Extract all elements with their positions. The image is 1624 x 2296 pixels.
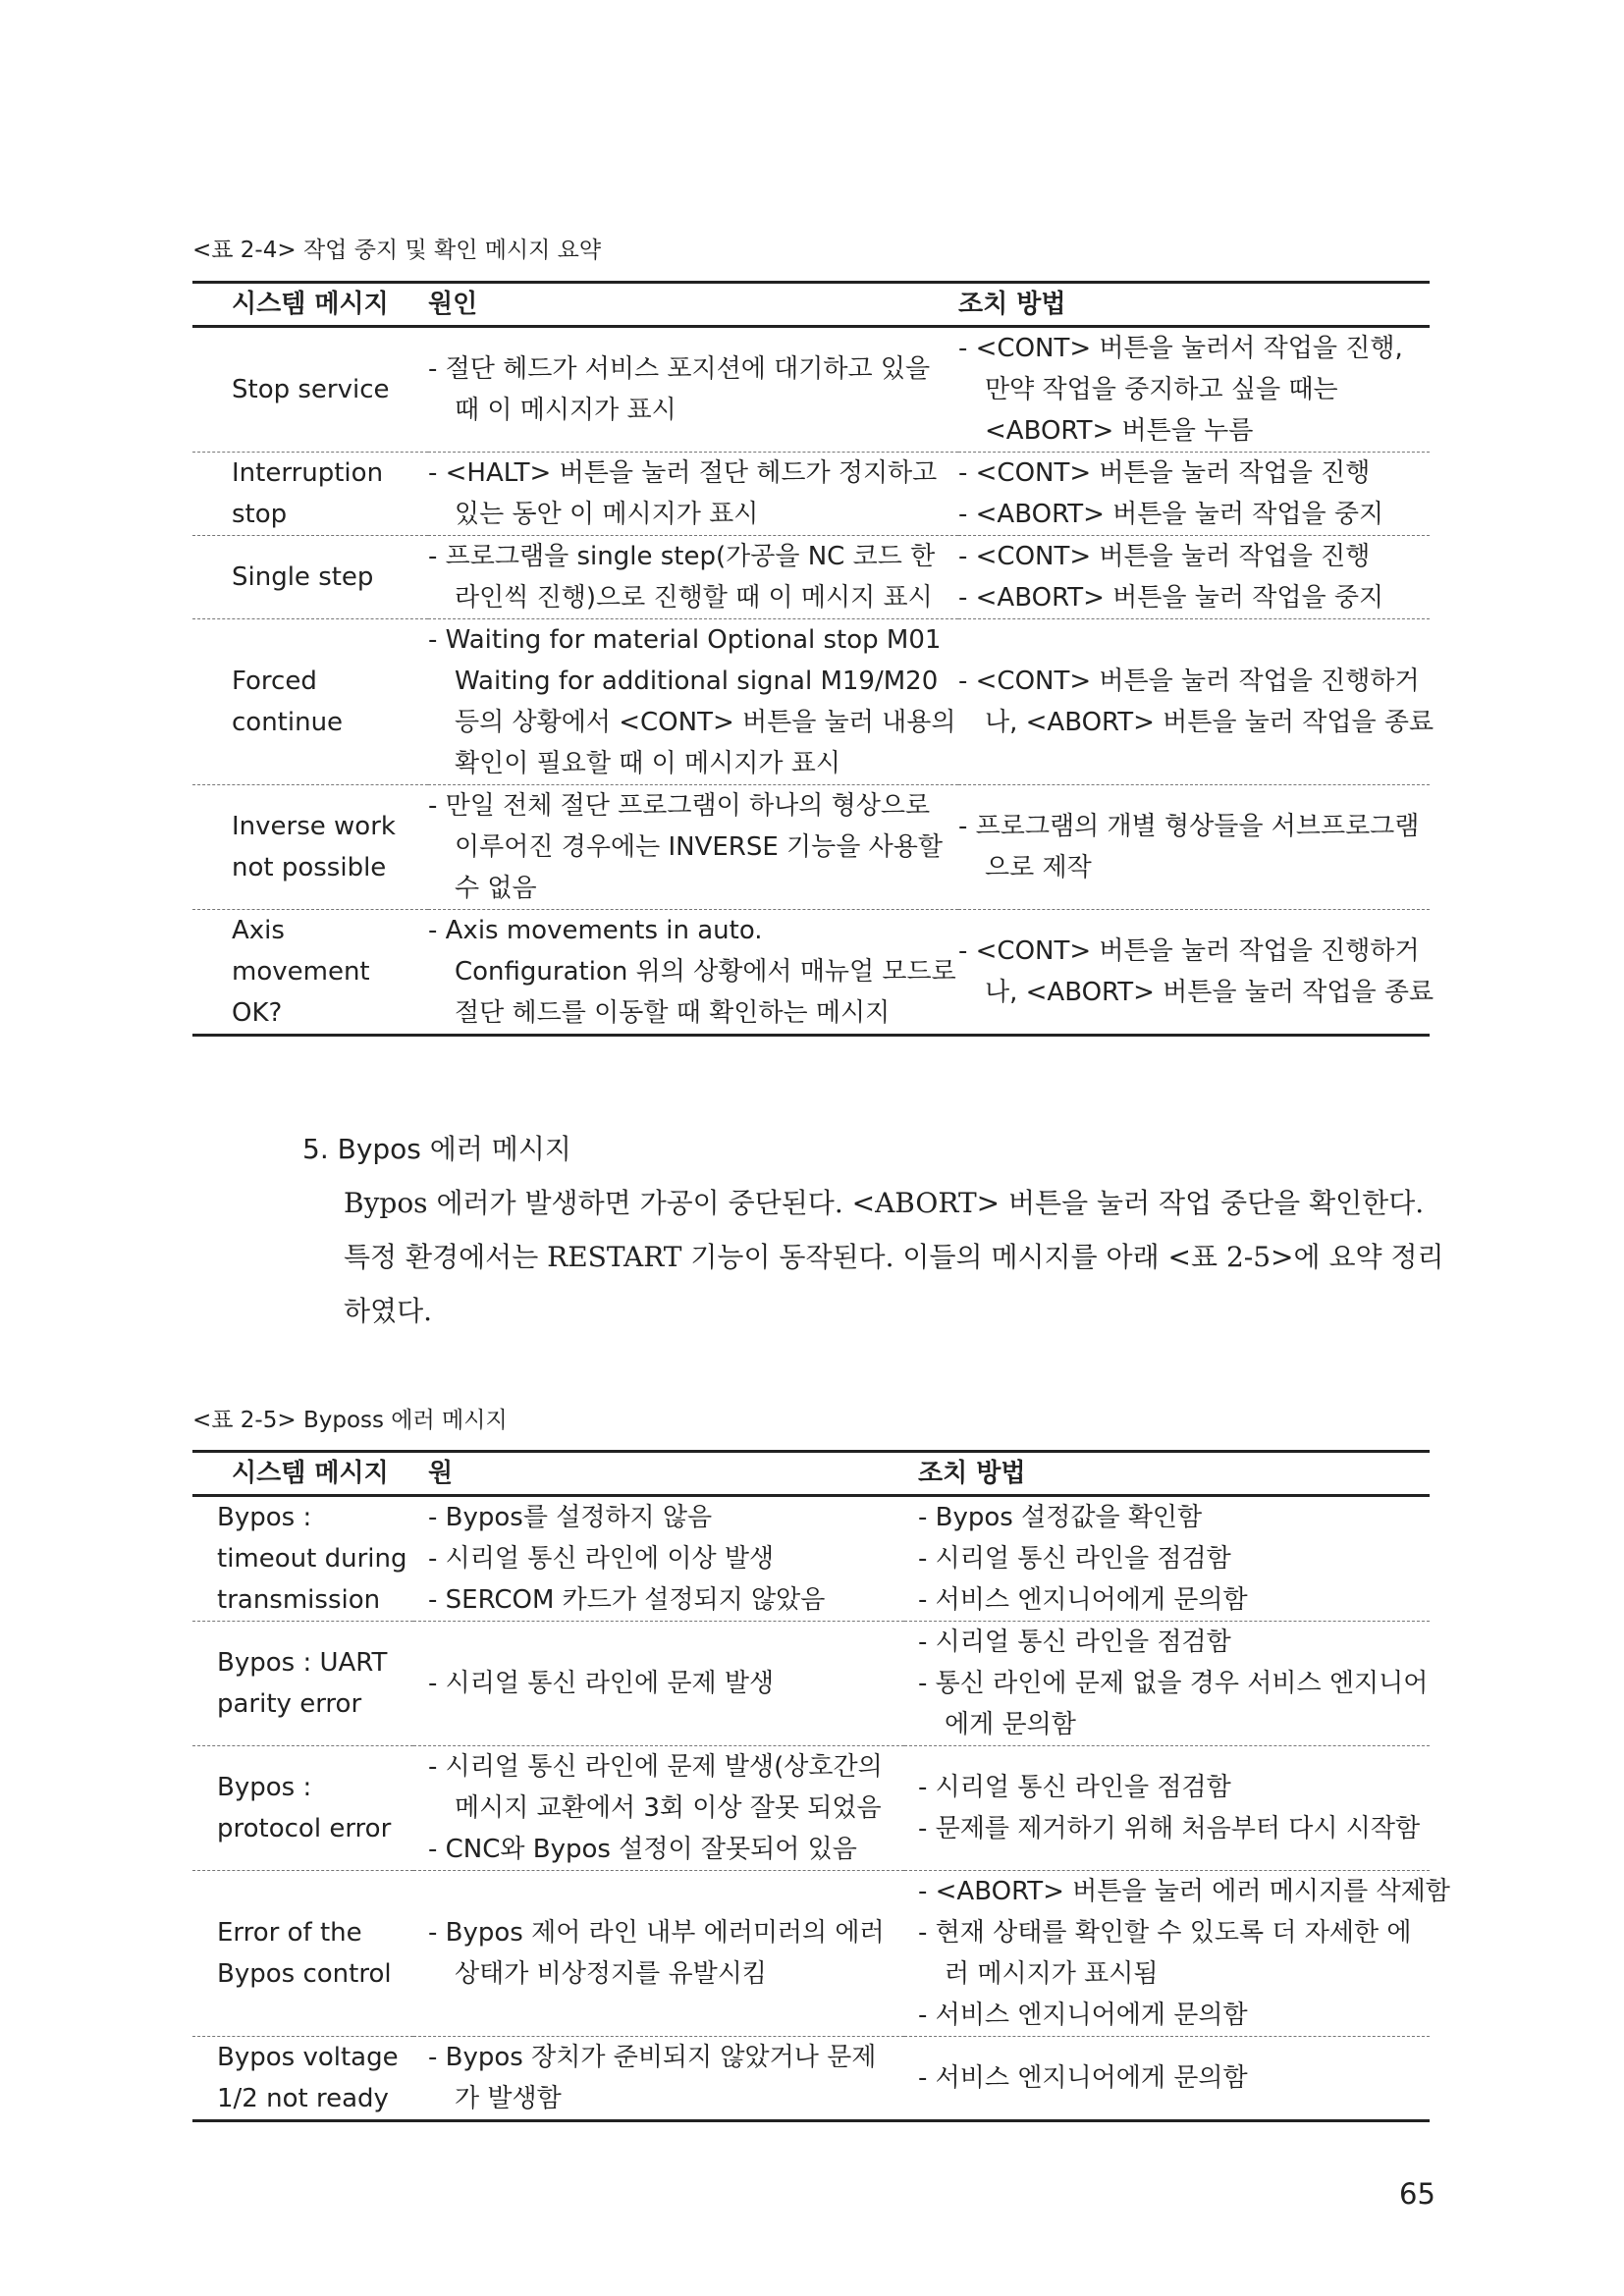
cell-line: - 문제를 제거하기 위해 처음부터 다시 시작함 <box>918 1814 1421 1843</box>
cell-line: 으로 제작 <box>985 853 1092 882</box>
action-cell <box>958 453 1430 536</box>
cell-line: - CNC와 Bypos 설정이 잘못되어 있음 <box>428 1835 857 1864</box>
cell-line: Bypos : <box>217 1503 312 1532</box>
message-cell <box>192 1622 413 1746</box>
message-cell <box>192 785 428 910</box>
message-cell <box>192 536 428 619</box>
cell-line: Axis <box>232 916 285 945</box>
table-row <box>192 1622 1430 1746</box>
cell-line: - 만일 전체 절단 프로그램이 하나의 형상으로 <box>428 791 931 821</box>
cell-line: 나, <ABORT> 버튼을 눌러 작업을 종료 <box>985 978 1435 1007</box>
cell-line: - SERCOM 카드가 설정되지 않았음 <box>428 1585 826 1615</box>
cell-line: transmission <box>217 1585 381 1615</box>
cell-line: stop <box>232 500 288 529</box>
table-row <box>192 2037 1430 2121</box>
cell-line: - Axis movements in auto. <box>428 916 763 945</box>
cell-line: 확인이 필요할 때 이 메시지가 표시 <box>455 749 840 778</box>
cell-line: <ABORT> 버튼을 누름 <box>985 416 1254 446</box>
action-cell <box>904 1496 1430 1622</box>
cell-line: not possible <box>232 853 387 882</box>
header-action: 조치 방법 <box>918 1459 1026 1488</box>
cell-line: Error of the <box>217 1918 362 1948</box>
cell-line: 등의 상황에서 <CONT> 버튼을 눌러 내용의 <box>455 708 956 737</box>
cause-cell <box>428 453 958 536</box>
paragraph-line: 하였다. <box>344 1295 433 1327</box>
page-number: 65 <box>1399 2177 1435 2211</box>
cause-cell <box>413 1871 904 2037</box>
message-cell <box>192 1871 413 2037</box>
action-cell <box>904 1871 1450 2037</box>
cell-line: - 현재 상태를 확인할 수 있도록 더 자세한 에 <box>918 1918 1412 1948</box>
action-cell <box>904 1622 1430 1746</box>
action-cell <box>958 619 1435 785</box>
table-row <box>192 327 1430 453</box>
action-cell <box>904 2037 1430 2121</box>
table-row <box>192 1871 1430 2037</box>
table-header-row <box>192 1452 1430 1496</box>
table-row <box>192 453 1430 536</box>
message-cell <box>192 910 428 1036</box>
cell-line: 이루어진 경우에는 INVERSE 기능을 사용할 <box>455 832 944 862</box>
cell-line: - <CONT> 버튼을 눌러서 작업을 진행, <box>958 334 1403 363</box>
cell-line: timeout during <box>217 1544 407 1574</box>
header-system-message: 시스템 메시지 <box>232 1459 389 1488</box>
message-cell <box>192 1746 413 1871</box>
cell-line: - Bypos 설정값을 확인함 <box>918 1503 1203 1532</box>
cell-line: OK? <box>232 998 283 1028</box>
cell-line: - <CONT> 버튼을 눌러 작업을 진행 <box>958 542 1371 571</box>
cell-line: - Bypos를 설정하지 않음 <box>428 1503 713 1532</box>
cell-line: - <CONT> 버튼을 눌러 작업을 진행하거 <box>958 936 1420 966</box>
table-row <box>192 536 1430 619</box>
table-row <box>192 1746 1430 1871</box>
cell-line: Bypos : <box>217 1773 312 1802</box>
cell-line: 러 메시지가 표시됨 <box>945 1959 1159 1989</box>
header-cause: 원 <box>428 1459 454 1488</box>
cell-line: - 시리얼 통신 라인을 점검함 <box>918 1544 1231 1574</box>
cell-line: 있는 동안 이 메시지가 표시 <box>455 500 759 529</box>
cell-line: - 절단 헤드가 서비스 포지션에 대기하고 있을 <box>428 354 931 384</box>
cell-line: 가 발생함 <box>455 2084 562 2113</box>
cell-line: 상태가 비상정지를 유발시킴 <box>455 1959 767 1989</box>
cell-line: - 시리얼 통신 라인에 문제 발생 <box>428 1669 775 1698</box>
cell-line: 메시지 교환에서 3회 이상 잘못 되었음 <box>455 1793 882 1823</box>
message-cell <box>192 453 428 536</box>
section-heading: 5. Bypos 에러 메시지 <box>302 1133 571 1165</box>
section-paragraph <box>344 1176 1444 1338</box>
message-cell <box>192 619 428 785</box>
message-cell <box>192 327 428 453</box>
cell-line: 에게 문의함 <box>945 1710 1076 1739</box>
message-cell <box>192 1496 413 1622</box>
cause-cell <box>413 1496 904 1622</box>
table-caption: <표 2-5> Byposs 에러 메시지 <box>192 1408 508 1433</box>
cell-line: - Waiting for material Optional stop M01 <box>428 625 942 655</box>
cause-cell <box>428 327 958 453</box>
cell-line: - 통신 라인에 문제 없을 경우 서비스 엔지니어 <box>918 1669 1429 1698</box>
cause-cell <box>413 2037 904 2121</box>
cell-line: Stop service <box>232 375 390 404</box>
cell-line: - 시리얼 통신 라인에 문제 발생(상호간의 <box>428 1752 883 1782</box>
cell-line: parity error <box>217 1689 362 1719</box>
cell-line: 때 이 메시지가 표시 <box>455 396 677 425</box>
table-row <box>192 619 1430 785</box>
header-system-message: 시스템 메시지 <box>232 290 389 319</box>
cell-line: - <ABORT> 버튼을 눌러 작업을 중지 <box>958 500 1384 529</box>
cell-line: - <ABORT> 버튼을 눌러 에러 메시지를 삭제함 <box>918 1877 1450 1906</box>
table-caption: <표 2-4> 작업 중지 및 확인 메시지 요약 <box>192 238 602 263</box>
cell-line: - 서비스 엔지니어에게 문의함 <box>918 2063 1248 2093</box>
cell-line: - Bypos 장치가 준비되지 않았거나 문제 <box>428 2043 877 2072</box>
action-cell <box>958 536 1430 619</box>
cause-cell <box>428 536 958 619</box>
paragraph-line: 특정 환경에서는 RESTART 기능이 동작된다. 이들의 메시지를 아래 <표 2-5>에 요약 정리 <box>344 1241 1444 1273</box>
cell-line: Waiting for additional signal M19/M20 <box>455 667 939 696</box>
action-cell <box>958 327 1430 453</box>
cell-line: 수 없음 <box>455 874 537 903</box>
header-action: 조치 방법 <box>958 290 1066 319</box>
cell-line: 나, <ABORT> 버튼을 눌러 작업을 종료 <box>985 708 1435 737</box>
paragraph-line: Bypos 에러가 발생하면 가공이 중단된다. <ABORT> 버튼을 눌러 작업 중단을 확인한다. <box>344 1187 1425 1219</box>
table-row <box>192 910 1430 1036</box>
table-header-row <box>192 283 1430 327</box>
cell-line: - 시리얼 통신 라인에 이상 발생 <box>428 1544 775 1574</box>
action-cell <box>904 1746 1430 1871</box>
cell-line: Bypos : UART <box>217 1648 388 1678</box>
cell-line: movement <box>232 957 370 987</box>
cell-line: protocol error <box>217 1814 392 1843</box>
cause-cell <box>413 1746 904 1871</box>
cell-line: 만약 작업을 중지하고 싶을 때는 <box>985 375 1338 404</box>
cell-line: 1/2 not ready <box>217 2084 389 2113</box>
cell-line: Single step <box>232 562 374 592</box>
message-cell <box>192 2037 413 2121</box>
cell-line: Bypos voltage <box>217 2043 399 2072</box>
cell-line: - <HALT> 버튼을 눌러 절단 헤드가 정지하고 <box>428 458 938 488</box>
cell-line: continue <box>232 708 344 737</box>
cell-line: - 프로그램을 single step(가공을 NC 코드 한 <box>428 542 936 571</box>
action-cell <box>958 910 1435 1036</box>
cell-line: - 서비스 엔지니어에게 문의함 <box>918 1585 1248 1615</box>
cell-line: Bypos control <box>217 1959 392 1989</box>
stop-messages-table <box>192 281 1435 1037</box>
cell-line: - <CONT> 버튼을 눌러 작업을 진행하거 <box>958 667 1420 696</box>
header-cause: 원인 <box>428 290 478 319</box>
cell-line: - 프로그램의 개별 형상들을 서브프로그램 <box>958 812 1420 841</box>
cause-cell <box>428 785 958 910</box>
cell-line: 절단 헤드를 이동할 때 확인하는 메시지 <box>455 998 891 1028</box>
cell-line: - 서비스 엔지니어에게 문의함 <box>918 2001 1248 2030</box>
cell-line: Inverse work <box>232 812 396 841</box>
cell-line: - Bypos 제어 라인 내부 에러미러의 에러 <box>428 1918 885 1948</box>
cause-cell <box>428 910 958 1036</box>
table-row <box>192 785 1430 910</box>
cell-line: Configuration 위의 상황에서 매뉴얼 모드로 <box>455 957 956 987</box>
cell-line: - 시리얼 통신 라인을 점검함 <box>918 1773 1231 1802</box>
cell-line: - <CONT> 버튼을 눌러 작업을 진행 <box>958 458 1371 488</box>
cell-line: 라인씩 진행)으로 진행할 때 이 메시지 표시 <box>455 583 933 613</box>
table-row <box>192 1496 1430 1622</box>
cause-cell <box>413 1622 904 1746</box>
action-cell <box>958 785 1430 910</box>
cell-line: Forced <box>232 667 317 696</box>
cell-line: Interruption <box>232 458 384 488</box>
cause-cell <box>428 619 958 785</box>
cell-line: - <ABORT> 버튼을 눌러 작업을 중지 <box>958 583 1384 613</box>
bypos-error-table <box>192 1450 1450 2122</box>
cell-line: - 시리얼 통신 라인을 점검함 <box>918 1628 1231 1657</box>
